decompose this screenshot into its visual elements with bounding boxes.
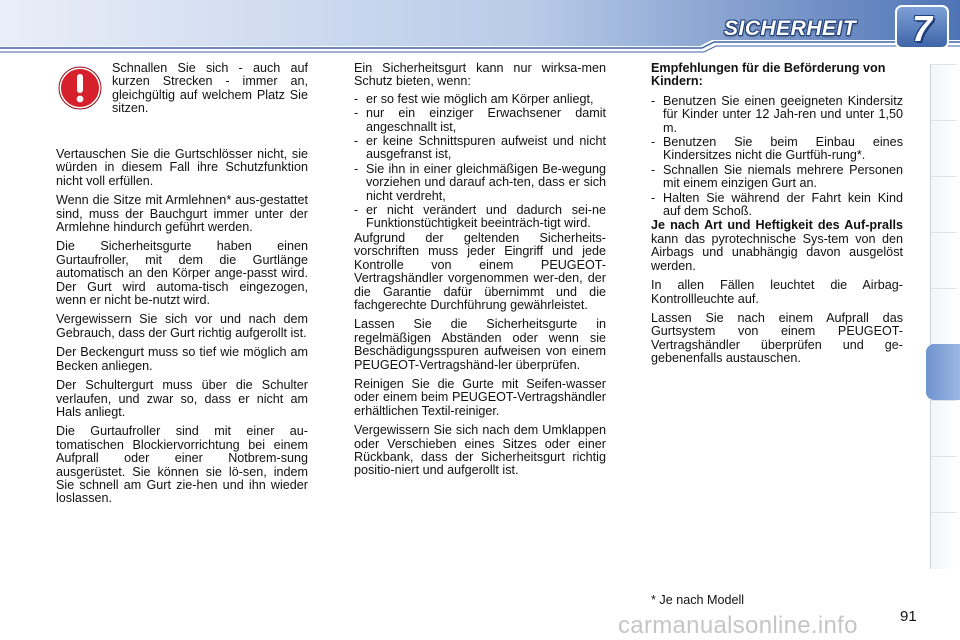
paragraph: Wenn die Sitze mit Armlehnen* aus-gestattet sind, muss der Bauchgurt immer unter der Armlehne hindurch geführt werden. (56, 193, 308, 235)
paragraph: Lassen Sie nach einem Aufprall das Gurtsystem von einem PEUGEOT-Vertragshändler überprüfen und ge-gebenenfalls austauschen. (651, 310, 903, 366)
chapter-tabs (926, 64, 960, 574)
footnote: * Je nach Modell (651, 593, 745, 607)
section-title: SICHERHEIT (724, 17, 857, 40)
paragraph: Reinigen Sie die Gurte mit Seifen-wasser oder einem beim PEUGEOT-Vertragshändler erhältlichen Textil-reiniger. (354, 376, 606, 418)
paragraph: Vergewissern Sie sich vor und nach dem Gebrauch, dass der Gurt richtig aufgerollt ist. (56, 312, 308, 340)
paragraph: Die Gurtaufroller sind mit einer au-tomatischen Blockiervorrichtung bei einem Aufprall oder einer Notbrem-sung ausgerüstet. Sie können sie lö-sen, indem Sie schnell am Gurt zie-hen und ihn wieder loslassen. (56, 424, 308, 506)
chapter-tab-active[interactable] (926, 344, 960, 400)
paragraph: Die Sicherheitsgurte haben einen Gurtaufroller, mit dem die Gurtlänge automatisch an den Körper ange-passt wird. Der Gurt wird automa-tisch eingezogen, wenn er nicht be-nutzt wird. (56, 239, 308, 308)
paragraph: Aufgrund der geltenden Sicherheits-vorschriften muss jeder Eingriff und jede Kontrolle von einem PEUGEOT-Vertragshändler vorgenommen wer-den, der die Garantie dafür übernimmt und die fachgerechte Durchführung gewährleistet. (354, 230, 606, 312)
paragraph: Vertauschen Sie die Gurtschlösser nicht, sie würden in diesem Fall ihre Schutzfunktion nicht voll erfüllen. (56, 147, 308, 188)
watermark: carmanualsonline.info (618, 612, 858, 639)
paragraph: Der Beckengurt muss so tief wie möglich am Becken anliegen. (56, 345, 308, 373)
list-item: - Sie ihn in einer gleichmäßigen Be-wegung vorziehen und darauf ach-ten, dass er sich nicht verdreht, (354, 163, 606, 203)
paragraph: Der Schultergurt muss über die Schulter verlaufen, und zwar so, dass er nicht am Hals anliegt. (56, 378, 308, 419)
section-heading: Empfehlungen für die Beförderung von Kindern: (651, 61, 886, 89)
conditions-list (354, 93, 606, 231)
list-item: - nur ein einziger Erwachsener damit angeschnallt ist, (354, 107, 606, 134)
chapter-tab[interactable] (930, 176, 957, 233)
exclamation-warning-icon (58, 66, 102, 110)
chapter-number-badge: 7 (911, 8, 933, 49)
list-item: - er so fest wie möglich am Körper anliegt, (354, 93, 606, 106)
airbag-text: kann das pyrotechnische Sys-tem von den Airbags und unabhängig davon ausgelöst werden. (651, 231, 903, 273)
warning-note (56, 62, 308, 122)
airbag-paragraph (651, 219, 903, 273)
chapter-tab[interactable] (930, 64, 957, 121)
list-item: - Halten Sie während der Fahrt kein Kind auf dem Schoß. (651, 192, 903, 219)
paragraph: Lassen Sie die Sicherheitsgurte in regelmäßigen Abständen oder wenn sie Beschädigungsspuren aufweisen von einem PEUGEOT-Vertragshänd-ler überprüfen. (354, 317, 606, 372)
column-belt-usage (56, 148, 308, 512)
list-item: - Benutzen Sie beim Einbau eines Kindersitzes nicht die Gurtfüh-rung*. (651, 136, 903, 163)
warning-text: Schnallen Sie sich - auch auf kurzen Strecken - immer an, gleichgültig auf welchem Platz Sie sitzen. (112, 61, 308, 116)
column-child-transport (651, 62, 903, 372)
list-item: - er nicht verändert und dadurch sei-ne Funktionstüchtigkeit beeinträch-tigt wird. (354, 204, 606, 231)
page-number: 91 (900, 608, 917, 625)
list-item: - Schnallen Sie niemals mehrere Personen mit einem einzigen Gurt an. (651, 164, 903, 191)
page-header (0, 0, 960, 56)
chapter-tab[interactable] (930, 232, 957, 289)
chapter-tab[interactable] (930, 456, 957, 513)
list-item: - Benutzen Sie einen geeigneten Kindersitz für Kinder unter 12 Jah-ren und unter 1,50 m. (651, 95, 903, 135)
list-item: - er keine Schnittspuren aufweist und nicht ausgefranst ist, (354, 135, 606, 162)
column-belt-conditions (354, 62, 606, 484)
recommendations-list (651, 95, 903, 219)
chapter-tab[interactable] (930, 400, 957, 457)
airbag-bold-lead: Je nach Art und Heftigkeit des Auf-pralls (651, 218, 903, 233)
paragraph: In allen Fällen leuchtet die Airbag-Kontrollleuchte auf. (651, 278, 903, 306)
chapter-tab[interactable] (930, 288, 957, 345)
chapter-tab[interactable] (930, 512, 957, 569)
intro-text: Ein Sicherheitsgurt kann nur wirksa-men Schutz bieten, wenn: (354, 61, 606, 89)
chapter-tab[interactable] (930, 120, 957, 177)
paragraph: Vergewissern Sie sich nach dem Umklappen oder Verschieben eines Sitzes oder einer Rückbank, dass der Sicherheitsgurt richtig positio-niert und aufgerollt ist. (354, 423, 606, 478)
